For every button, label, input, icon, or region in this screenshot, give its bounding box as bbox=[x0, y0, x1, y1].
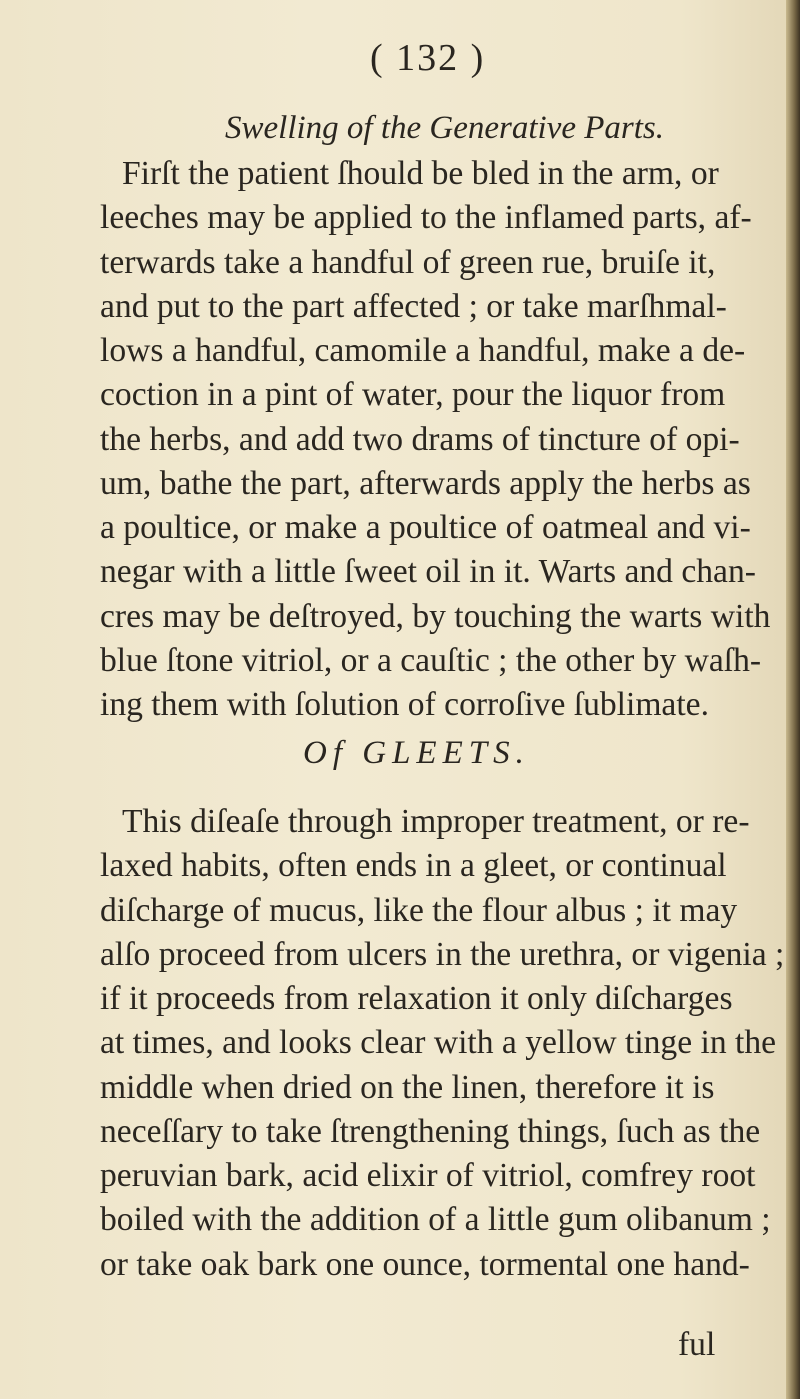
text-line: alſo proceed from ulcers in the urethra, or vigenia ; bbox=[100, 935, 785, 973]
text-line: ing them with ſolution of corroſive ſublimate. bbox=[100, 686, 709, 723]
text-line: at times, and looks clear with a yellow tinge in the bbox=[100, 1024, 777, 1062]
text-line: a poultice, or make a poultice of oatmeal and vi- bbox=[100, 509, 751, 546]
text-line: negar with a little ſweet oil in it. Warts and chan- bbox=[100, 553, 756, 591]
text-line: cres may be deſtroyed, by touching the warts with bbox=[100, 597, 771, 635]
text-line: the herbs, and add two drams of tincture of opi- bbox=[100, 420, 740, 458]
text-line: laxed habits, often ends in a gleet, or continual bbox=[100, 847, 727, 885]
text-line: leeches may be applied to the inflamed parts, af- bbox=[100, 199, 752, 237]
text-line: and put to the part affected ; or take marſhmal- bbox=[100, 287, 727, 325]
text-line: lows a handful, camomile a handful, make a de- bbox=[100, 332, 746, 369]
text-line: peruvian bark, acid elixir of vitriol, comfrey root bbox=[100, 1157, 756, 1194]
text-line: middle when dried on the linen, therefore it is bbox=[100, 1068, 715, 1106]
catchword: ful bbox=[678, 1326, 716, 1363]
text-line: Firſt the patient ſhould be bled in the arm, or bbox=[122, 155, 719, 192]
text-line: diſcharge of mucus, like the flour albus ; it may bbox=[100, 891, 738, 929]
page-number: ( 132 ) bbox=[370, 37, 486, 79]
page-edge-shadow bbox=[786, 0, 800, 1399]
text-line: if it proceeds from relaxation it only diſcharges bbox=[100, 980, 733, 1017]
text-line: terwards take a handful of green rue, bruiſe it, bbox=[100, 243, 716, 281]
text-line: or take oak bark one ounce, tormental one hand- bbox=[100, 1245, 750, 1283]
running-title: Swelling of the Generative Parts. bbox=[225, 110, 665, 146]
text-line: coction in a pint of water, pour the liquor from bbox=[100, 376, 726, 414]
text-line: boiled with the addition of a little gum olibanum ; bbox=[100, 1201, 771, 1239]
paragraph-gleets bbox=[100, 800, 785, 1287]
text-line: This diſeaſe through improper treatment, or re- bbox=[122, 803, 750, 840]
text-line: neceſſary to take ſtrengthening things, ſuch as the bbox=[100, 1112, 761, 1150]
text-line: blue ſtone vitriol, or a cauſtic ; the other by waſh- bbox=[100, 641, 762, 679]
paragraph-swelling bbox=[100, 152, 771, 727]
text-line: um, bathe the part, afterwards apply the herbs as bbox=[100, 464, 751, 502]
section-heading: Of GLEETS. bbox=[303, 735, 530, 771]
